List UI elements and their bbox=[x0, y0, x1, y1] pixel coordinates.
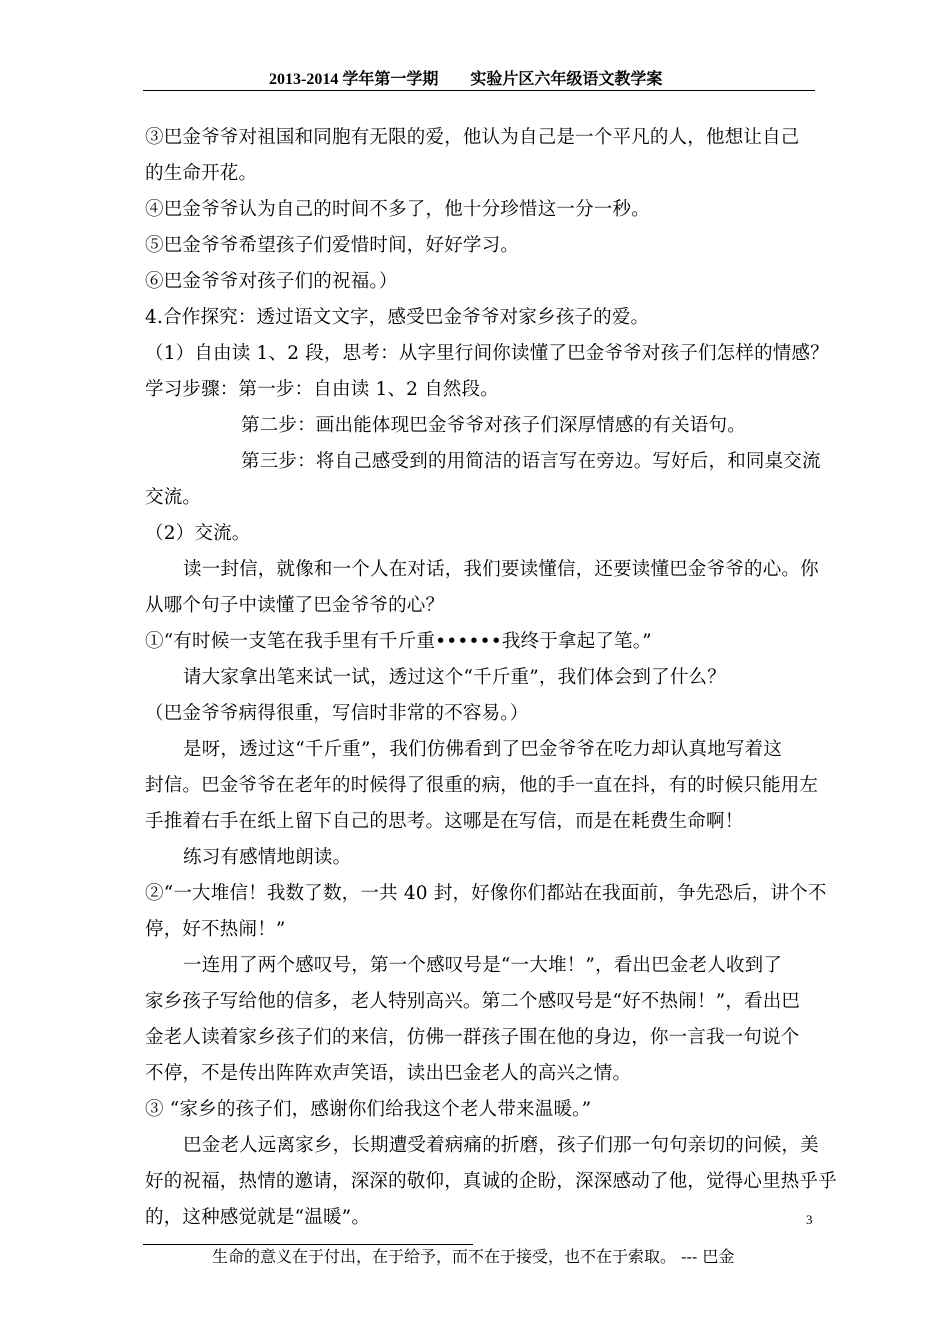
text-line: 不停，不是传出阵阵欢声笑语，读出巴金老人的高兴之情。 bbox=[145, 1063, 632, 1084]
section-heading: 4.合作探究：透过语文文字，感受巴金爷爷对家乡孩子的爱。 bbox=[145, 307, 650, 328]
footer-quote: 生命的意义在于付出，在于给予，而不在于接受，也不在于索取。 --- 巴金 bbox=[212, 1247, 735, 1266]
text-line: 交流。 bbox=[145, 487, 202, 508]
text-line: 从哪个句子中读懂了巴金爷爷的心？ bbox=[145, 595, 445, 616]
text-line: 好的祝福，热情的邀请，深深的敬仰，真诚的企盼，深深感动了他，觉得心里热乎乎 bbox=[145, 1171, 837, 1192]
page-number: 3 bbox=[806, 1212, 813, 1227]
text-line: （巴金爷爷病得很重，写信时非常的不容易。） bbox=[145, 703, 529, 724]
text-line: 手推着右手在纸上留下自己的思考。这哪是在写信，而是在耗费生命啊！ bbox=[145, 811, 744, 832]
text-line: ④巴金爷爷认为自己的时间不多了，他十分珍惜这一分一秒。 bbox=[145, 199, 650, 220]
header-title: 2013-2014 学年第一学期 实验片区六年级语文教学案 bbox=[269, 71, 663, 88]
text-line: （2）交流。 bbox=[145, 523, 251, 544]
text-line: ②“一大堆信！我数了数，一共 40 封，好像你们都站在我面前，争先恐后，讲个不 bbox=[145, 883, 827, 904]
text-line: 停，好不热闹！” bbox=[145, 919, 286, 940]
text-line: ③巴金爷爷对祖国和同胞有无限的爱，他认为自己是一个平凡的人，他想让自己 bbox=[145, 127, 800, 148]
text-line: 巴金老人远离家乡，长期遭受着病痛的折磨，孩子们那一句句亲切的问候，美 bbox=[183, 1135, 819, 1156]
text-line: 金老人读着家乡孩子们的来信，仿佛一群孩子围在他的身边，你一言我一句说个 bbox=[145, 1027, 800, 1048]
text-line: 家乡孩子写给他的信多，老人特别高兴。第二个感叹号是“好不热闹！”，看出巴 bbox=[145, 991, 801, 1012]
text-line: 是呀，透过这“千斤重”，我们仿佛看到了巴金爷爷在吃力却认真地写着这 bbox=[183, 739, 783, 760]
text-line: 一连用了两个感叹号，第一个感叹号是“一大堆！”，看出巴金老人收到了 bbox=[183, 955, 783, 976]
text-line: 的生命开花。 bbox=[145, 163, 258, 184]
text-line: ⑥巴金爷爷对孩子们的祝福。） bbox=[145, 271, 398, 292]
text-line: 学习步骤：第一步：自由读 1、2 自然段。 bbox=[145, 379, 500, 400]
document-body bbox=[145, 120, 837, 1236]
text-line: ③ “家乡的孩子们，感谢你们给我这个老人带来温暖。” bbox=[145, 1099, 592, 1120]
text-line: 请大家拿出笔来试一试，透过这个“千斤重”，我们体会到了什么？ bbox=[183, 667, 726, 688]
text-line: 第二步：画出能体现巴金爷爷对孩子们深厚情感的有关语句。 bbox=[241, 415, 746, 436]
text-line: ⑤巴金爷爷希望孩子们爱惜时间，好好学习。 bbox=[145, 235, 520, 256]
page-header bbox=[143, 64, 815, 91]
text-line: 练习有感情地朗读。 bbox=[183, 847, 352, 868]
text-line: （1）自由读 1、2 段，思考：从字里行间你读懂了巴金爷爷对孩子们怎样的情感？ bbox=[145, 343, 829, 364]
text-line: 封信。巴金爷爷在老年的时候得了很重的病，他的手一直在抖，有的时候只能用左 bbox=[145, 775, 819, 796]
text-line: 的，这种感觉就是“温暖”。 bbox=[145, 1207, 371, 1228]
text-line: 第三步：将自己感受到的用简洁的语言写在旁边。写好后，和同桌交流 bbox=[241, 451, 821, 472]
text-line: ①“有时候一支笔在我手里有千斤重••••••我终于拿起了笔。” bbox=[145, 631, 652, 652]
text-line: 读一封信，就像和一个人在对话，我们要读懂信，还要读懂巴金爷爷的心。你 bbox=[183, 559, 819, 580]
